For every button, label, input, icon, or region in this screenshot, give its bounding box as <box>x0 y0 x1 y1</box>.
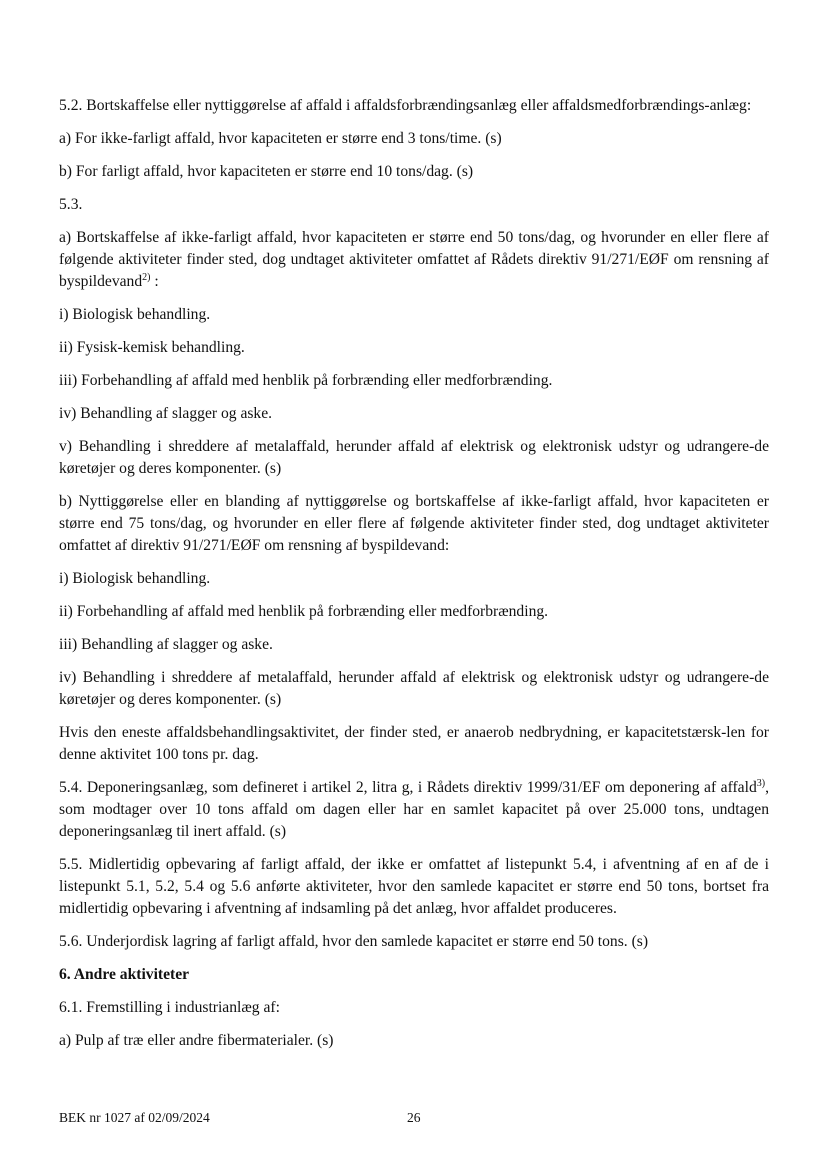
paragraph-6-1: 6.1. Fremstilling i industrianlæg af: <box>59 999 280 1016</box>
paragraph-6-1-a: a) Pulp af træ eller andre fibermaterialer. (s) <box>59 1032 334 1049</box>
paragraph-anaerob: Hvis den eneste affaldsbehandlingsaktivitet, der finder sted, er anaerob nedbrydning, er kapacitetstærsk-len for denne aktivitet 100 tons pr. dag. <box>59 724 769 763</box>
document-body <box>59 95 769 1063</box>
list-item-b-ii: ii) Forbehandling af affald med henblik på forbrænding eller medforbrænding. <box>59 603 549 620</box>
paragraph-5-4: 5.4. Deponeringsanlæg, som defineret i artikel 2, litra g, i Rådets direktiv 1999/31/EF om deponering af affald$^{3)}$, som modtager over 10 tons affald om dagen eller har en samlet kapacitet på over 25.000 tons, undtagen deponeringsanlæg til inert affald. (s) <box>59 778 769 840</box>
paragraph-5-2-a: a) For ikke-farligt affald, hvor kapaciteten er større end 3 tons/time. (s) <box>59 130 502 147</box>
paragraph-5-3-b: b) Nyttiggørelse eller en blanding af nyttiggørelse og bortskaffelse af ikke-farligt affald, hvor kapaciteten er større end 75 tons/dag, og hvorunder en eller flere af følgende aktiviteter finder sted, dog undtaget aktiviteter omfattet af direktiv 91/271/EØF om rensning af byspildevand: <box>59 493 769 554</box>
list-item-b-iv: iv) Behandling i shreddere af metalaffald, herunder affald af elektrisk og elektronisk udstyr og udrangere-de køretøjer og deres komponenter. (s) <box>59 669 769 708</box>
paragraph-5-2-b: b) For farligt affald, hvor kapaciteten er større end 10 tons/dag. (s) <box>59 163 474 180</box>
list-item-a-v: v) Behandling i shreddere af metalaffald, herunder affald af elektrisk og elektronisk udstyr og udrangere-de køretøjer og deres komponenter. (s) <box>59 438 769 477</box>
list-item-a-iii: iii) Forbehandling af affald med henblik på forbrænding eller medforbrænding. <box>59 372 553 389</box>
page-number: 26 <box>407 1110 421 1125</box>
list-item-a-iv: iv) Behandling af slagger og aske. <box>59 405 273 422</box>
paragraph-5-5: 5.5. Midlertidig opbevaring af farligt affald, der ikke er omfattet af listepunkt 5.4, i afventning af en af de i listepunkt 5.1, 5.2, 5.4 og 5.6 anførte aktiviteter, hvor den samlede kapacitet er større end 50 tons, bortset fra midlertidig opbevaring i afventning af indsamling på det anlæg, hvor affaldet produceres. <box>59 856 769 917</box>
list-item-a-i: i) Biologisk behandling. <box>59 306 211 323</box>
paragraph-5-3-a: a) Bortskaffelse af ikke-farligt affald, hvor kapaciteten er større end 50 tons/dag, og hvorunder en eller flere af følgende aktiviteter finder sted, dog undtaget aktiviteter omfattet af Rådets direktiv 91/271/EØF om rensning af byspildevand$^{2)}$ : <box>59 229 769 290</box>
paragraph-5-2: 5.2. Bortskaffelse eller nyttiggørelse af affald i affaldsforbrændingsanlæg eller affaldsmedforbrændings-anlæg: <box>59 97 752 114</box>
paragraph-5-6: 5.6. Underjordisk lagring af farligt affald, hvor den samlede kapacitet er større end 50 tons. (s) <box>59 933 649 950</box>
footnote-ref-3: 3) <box>756 778 766 789</box>
section-heading-6: 6. Andre aktiviteter <box>59 966 190 983</box>
list-item-b-i: i) Biologisk behandling. <box>59 570 211 587</box>
footnote-ref-2: 2) <box>142 272 151 283</box>
paragraph-5-3: 5.3. <box>59 196 83 213</box>
list-item-a-ii: ii) Fysisk-kemisk behandling. <box>59 339 245 356</box>
footer-reference: BEK nr 1027 af 02/09/2024 <box>59 1110 210 1125</box>
list-item-b-iii: iii) Behandling af slagger og aske. <box>59 636 273 653</box>
